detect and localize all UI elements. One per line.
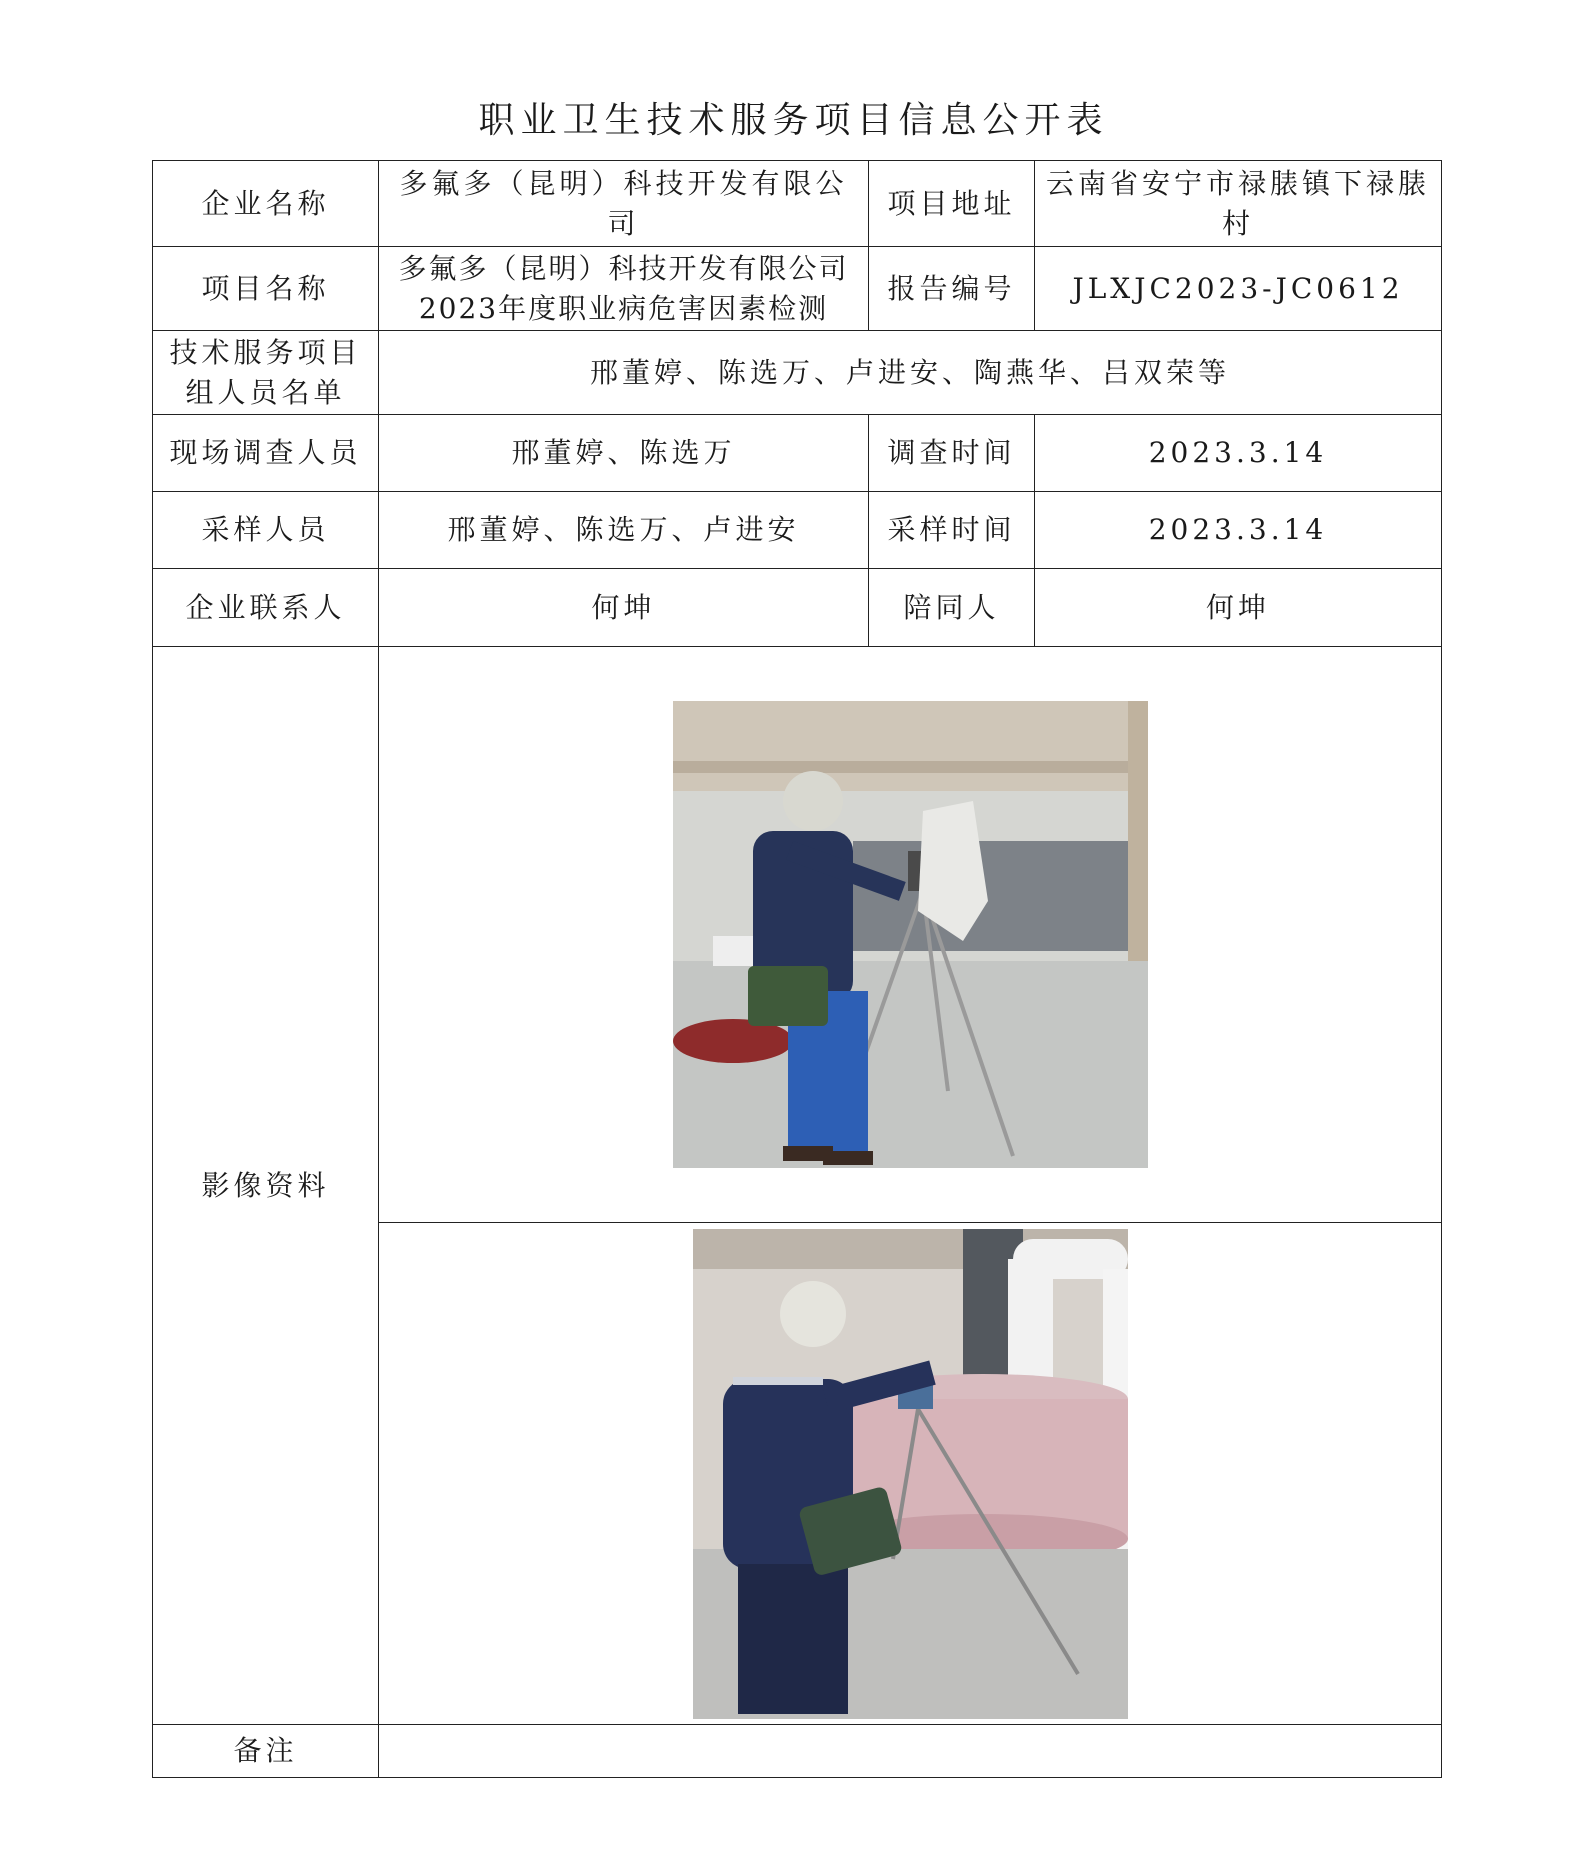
remarks-value	[379, 1725, 1442, 1778]
companion-value: 何坤	[1035, 569, 1442, 647]
company-label: 企业名称	[153, 161, 379, 247]
site-photo-1	[673, 701, 1148, 1168]
remarks-label: 备注	[153, 1725, 379, 1778]
sample-time-value: 2023.3.14	[1035, 492, 1442, 569]
site-photo-2-illustration	[693, 1229, 1128, 1719]
photo-cell-1	[379, 647, 1442, 1223]
photo-cell-2	[379, 1223, 1442, 1725]
project-label: 项目名称	[153, 247, 379, 331]
survey-label: 现场调查人员	[153, 415, 379, 492]
contact-value: 何坤	[379, 569, 869, 647]
contact-label: 企业联系人	[153, 569, 379, 647]
table-row	[153, 161, 1442, 247]
table-row	[153, 1725, 1442, 1778]
address-label: 项目地址	[869, 161, 1035, 247]
info-table	[152, 160, 1442, 1778]
table-row	[153, 247, 1442, 331]
report-label: 报告编号	[869, 247, 1035, 331]
address-value: 云南省安宁市禄脿镇下禄脿村	[1035, 161, 1442, 247]
company-value: 多氟多（昆明）科技开发有限公司	[379, 161, 869, 247]
table-row	[153, 569, 1442, 647]
survey-time-label: 调查时间	[869, 415, 1035, 492]
table-row	[153, 492, 1442, 569]
sampler-label: 采样人员	[153, 492, 379, 569]
team-value: 邢董婷、陈选万、卢进安、陶燕华、吕双荣等	[379, 331, 1442, 415]
table-row	[153, 647, 1442, 1223]
companion-label: 陪同人	[869, 569, 1035, 647]
site-photo-2	[693, 1229, 1128, 1719]
survey-value: 邢董婷、陈选万	[379, 415, 869, 492]
images-label: 影像资料	[153, 647, 379, 1725]
survey-time-value: 2023.3.14	[1035, 415, 1442, 492]
sampler-value: 邢董婷、陈选万、卢进安	[379, 492, 869, 569]
table-row	[153, 415, 1442, 492]
table-row	[153, 331, 1442, 415]
sample-time-label: 采样时间	[869, 492, 1035, 569]
site-photo-1-illustration	[673, 701, 1148, 1168]
team-label: 技术服务项目组人员名单	[153, 331, 379, 415]
project-value: 多氟多（昆明）科技开发有限公司2023年度职业病危害因素检测	[379, 247, 869, 331]
page-title: 职业卫生技术服务项目信息公开表	[478, 100, 1109, 141]
report-value: JLXJC2023-JC0612	[1035, 247, 1442, 331]
